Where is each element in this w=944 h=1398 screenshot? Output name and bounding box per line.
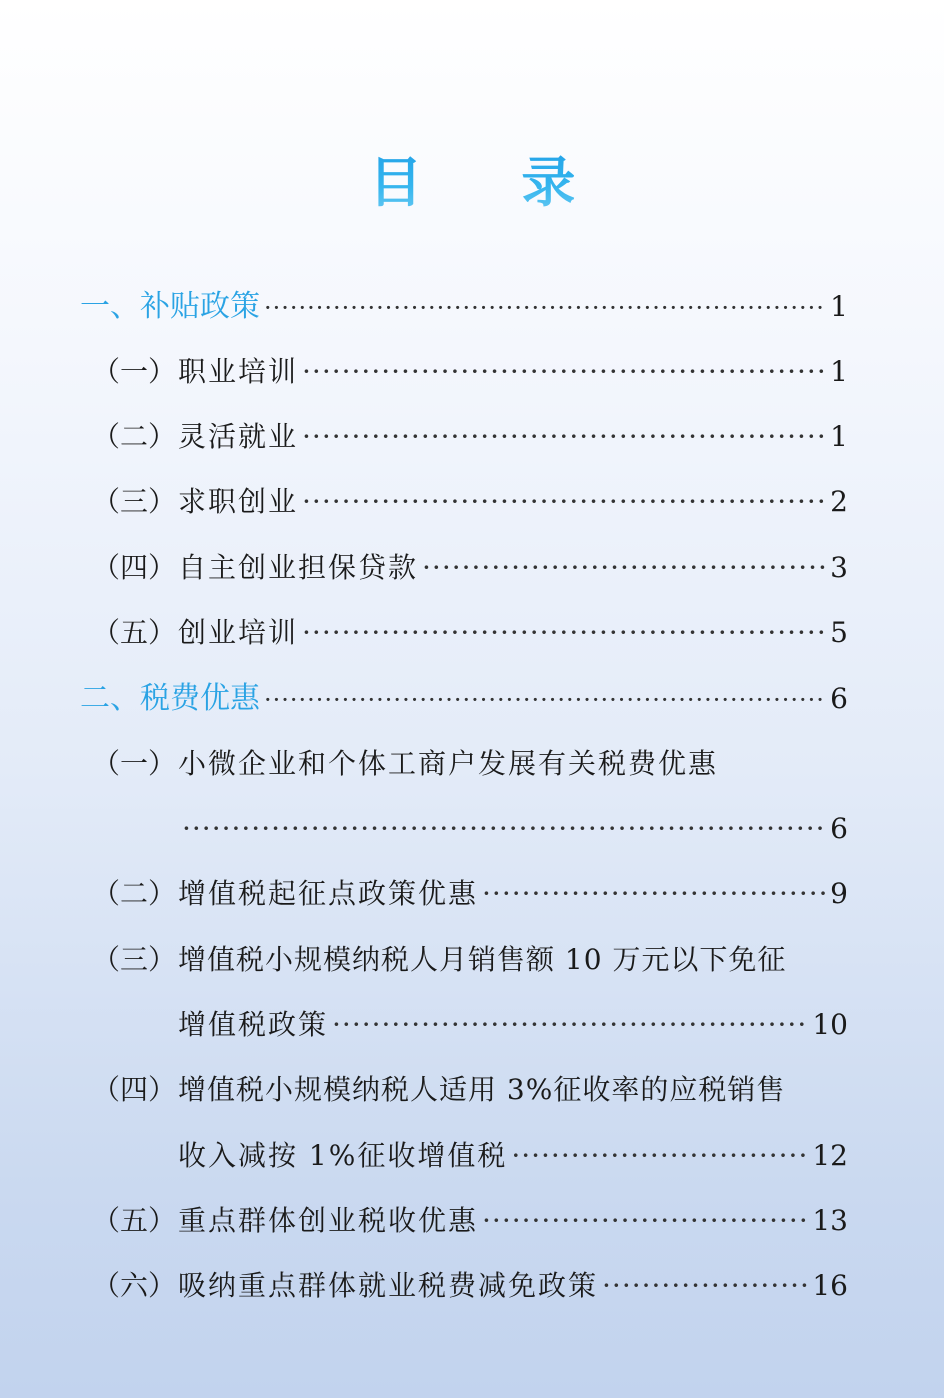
toc-item-label: 自主创业担保贷款 (178, 551, 419, 584)
toc-page-number: 5 (830, 616, 848, 649)
toc-leader-dots (422, 554, 826, 582)
toc-item[interactable] (92, 1204, 848, 1237)
toc-page-number: 10 (812, 1008, 848, 1041)
toc-item-label: 求职创业 (178, 485, 299, 518)
toc-item[interactable] (92, 877, 848, 910)
toc-item-label: 小微企业和个体工商户发展有关税费优惠 (178, 747, 719, 780)
toc-item-number: （五） (92, 616, 177, 649)
toc-item-label: 增值税小规模纳税人月销售额 10 万元以下免征 (178, 943, 787, 976)
toc-item-number: （四） (92, 1073, 177, 1106)
toc-leader-dots (302, 488, 826, 516)
toc-page-number: 12 (812, 1139, 848, 1172)
toc-page-number: 1 (830, 420, 848, 453)
toc-item-number: （四） (92, 551, 177, 584)
toc-item[interactable] (92, 485, 848, 518)
toc-section-subsidy[interactable] (80, 289, 848, 324)
toc-page-number: 9 (830, 877, 848, 910)
toc-item-label: 灵活就业 (178, 420, 299, 453)
toc-item-number: （二） (92, 420, 177, 453)
toc-item[interactable] (92, 551, 848, 584)
toc-page-number: 6 (830, 812, 848, 845)
toc-item-label-cont: 增值税政策 (178, 1008, 329, 1041)
toc-item-number: （二） (92, 877, 177, 910)
toc-item[interactable] (92, 420, 848, 453)
toc-page-number: 13 (812, 1204, 848, 1237)
toc-leader-dots (264, 688, 826, 712)
toc-page-number: 1 (830, 290, 848, 323)
toc-item-continuation[interactable] (178, 812, 848, 845)
toc-item-label-cont: 收入减按 1%征收增值税 (178, 1139, 508, 1172)
toc-page-number: 3 (830, 551, 848, 584)
toc-item[interactable] (92, 1073, 786, 1106)
toc-leader-dots (302, 423, 826, 451)
toc-leader-dots (332, 1011, 808, 1039)
toc-item[interactable] (92, 616, 848, 649)
toc-item-label: 增值税小规模纳税人适用 3%征收率的应税销售 (178, 1073, 786, 1106)
toc-page-number: 16 (812, 1269, 848, 1302)
toc-item-continuation[interactable] (178, 1008, 848, 1041)
toc-leader-dots (302, 358, 826, 386)
toc-item-label: 增值税起征点政策优惠 (178, 877, 479, 910)
toc-item-label: 重点群体创业税收优惠 (178, 1204, 479, 1237)
toc-leader-dots (302, 619, 826, 647)
toc-section-tax[interactable] (80, 681, 848, 716)
toc-item-number: （三） (92, 943, 177, 976)
toc-item-label: 职业培训 (178, 355, 299, 388)
toc-item-label: 吸纳重点群体就业税费减免政策 (178, 1269, 599, 1302)
toc-item-number: （三） (92, 485, 177, 518)
toc-page-number: 2 (830, 485, 848, 518)
toc-item-label: 创业培训 (178, 616, 299, 649)
toc-item-number: （一） (92, 355, 177, 388)
toc-section-label: 二、税费优惠 (80, 681, 260, 716)
toc-leader-dots (482, 880, 826, 908)
toc-item-number: （六） (92, 1269, 177, 1302)
toc-item-number: （一） (92, 747, 177, 780)
page-title: 目 录 (0, 140, 944, 217)
toc-page-number: 1 (830, 355, 848, 388)
toc-item[interactable] (92, 747, 719, 780)
toc-leader-dots (264, 296, 826, 320)
toc-leader-dots (482, 1207, 808, 1235)
toc-leader-dots (602, 1272, 808, 1300)
toc-item[interactable] (92, 355, 848, 388)
toc-page-number: 6 (830, 682, 848, 715)
toc-leader-dots (511, 1142, 808, 1170)
toc-item-continuation[interactable] (178, 1139, 848, 1172)
toc-item[interactable] (92, 943, 787, 976)
toc-section-label: 一、补贴政策 (80, 289, 260, 324)
toc-leader-dots (182, 815, 826, 843)
toc-item[interactable] (92, 1269, 848, 1302)
toc-item-number: （五） (92, 1204, 177, 1237)
